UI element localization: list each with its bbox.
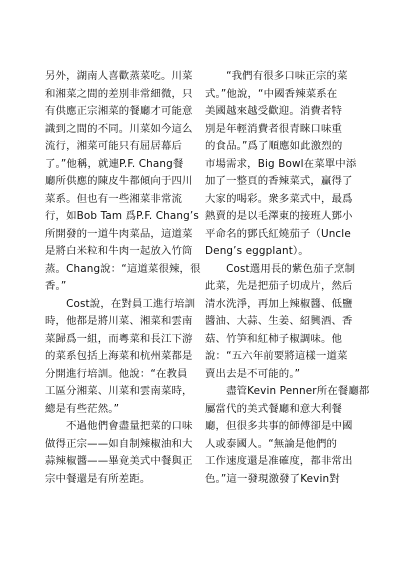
text-line: 了。”他稱，就連P.F. Chang餐 xyxy=(45,157,184,170)
text-line: 廳，但很多共事的師傅卻是中國 xyxy=(205,420,353,432)
text-line: 的菜系包括上海菜和杭州菜都是 xyxy=(45,350,193,362)
right-text-column xyxy=(205,68,370,488)
text-line: 分開進行培訓。他說：“在教員 xyxy=(45,367,188,380)
text-line: 清水洗淨，再加上辣椒醬、低鹽 xyxy=(205,297,353,310)
text-line: 說：“五六年前要將這樣一道菜 xyxy=(205,350,348,362)
text-line: 總是有些茫然。” xyxy=(45,402,120,415)
text-line: 美國越來越受歡迎。消費者特 xyxy=(205,105,343,117)
text-line: 不過他們會盡量把菜的口味 xyxy=(45,420,193,432)
text-line: 菜系。但也有一些湘菜非常流 xyxy=(45,192,183,205)
text-line: Cost說，在對員工進行培訓 xyxy=(45,297,196,310)
text-line: 是將白米粒和牛肉一起放入竹筒 xyxy=(45,245,193,257)
text-line: 式。”他說，“中國香辣菜系在 xyxy=(205,87,338,100)
text-line: 加了一整頁的香辣菜式，贏得了 xyxy=(205,175,353,187)
text-line: 有供應正宗湘菜的餐廳才可能意 xyxy=(45,105,193,117)
text-line: 賣出去是不可能的。” xyxy=(205,367,301,380)
text-line: 工區分湘菜、川菜和雲南菜時， xyxy=(45,385,193,397)
text-line: 菜歸爲一組，而粵菜和長江下游 xyxy=(45,332,193,345)
left-text-column xyxy=(45,68,201,488)
text-line: 識到之間的不同。川菜如今這么 xyxy=(45,122,193,135)
text-line: 所開發的一道牛肉菜品，這道菜 xyxy=(45,227,193,240)
text-line: 行，如Bob Tam 爲P.F. Chang’s xyxy=(45,210,199,222)
text-line: 的食品。”爲了順應如此激烈的 xyxy=(205,140,343,152)
text-line: 蒸。Chang說：“這道菜很辣，很 xyxy=(45,262,201,275)
text-line: 人或泰國人。“無論是他們的 xyxy=(205,437,338,450)
text-line: 熱賣的是以毛澤東的接班人鄧小 xyxy=(205,210,353,222)
text-line: Deng’s eggplant）。 xyxy=(205,245,309,257)
text-line: 廳所供應的陳皮牛都傾向于四川 xyxy=(45,175,193,187)
text-line: 平命名的鄧氏紅燒茄子（Uncle xyxy=(205,227,351,240)
text-line: 香。” xyxy=(45,280,67,292)
text-line: 做得正宗——如自制辣椒油和大 xyxy=(45,437,193,450)
text-line: 時，他都是將川菜、湘菜和雲南 xyxy=(45,315,193,327)
text-line: 宗中餐還是有所差距。 xyxy=(45,472,151,485)
text-line: 另外，湖南人喜歡蒸菜吃。川菜 xyxy=(45,70,193,82)
text-line: Cost選用長的紫色茄子烹制 xyxy=(205,262,356,275)
text-line: 和湘菜之間的差別非常細微，只 xyxy=(45,87,193,100)
text-line: 屬當代的美式餐廳和意大利餐 xyxy=(205,402,343,415)
text-line: 盡管Kevin Penner所在餐廳都 xyxy=(205,385,370,397)
text-line: 蒜辣椒醬——畢竟美式中餐與正 xyxy=(45,455,193,467)
text-line: 流行，湘菜可能只有屈居幕后 xyxy=(45,140,183,152)
text-line: 市場需求，Big Bowl在菜單中添 xyxy=(205,157,357,170)
text-line: 大家的喝彩。衆多菜式中，最爲 xyxy=(205,192,353,205)
text-line: “我們有很多口味正宗的菜 xyxy=(205,70,348,82)
text-line: 工作速度還是准確度，都非常出 xyxy=(205,455,353,467)
text-line: 色。”這一發現激發了Kevin對 xyxy=(205,472,340,485)
text-line: 此菜，先是把茄子切成片，然后 xyxy=(205,280,353,292)
text-line: 菇、竹笋和紅柿子椒調味。他 xyxy=(205,332,343,345)
text-line: 別是年輕消費者很青睞口味重 xyxy=(205,122,343,135)
text-line: 醬油、大蒜、生姜、紹興酒、香 xyxy=(205,315,353,327)
